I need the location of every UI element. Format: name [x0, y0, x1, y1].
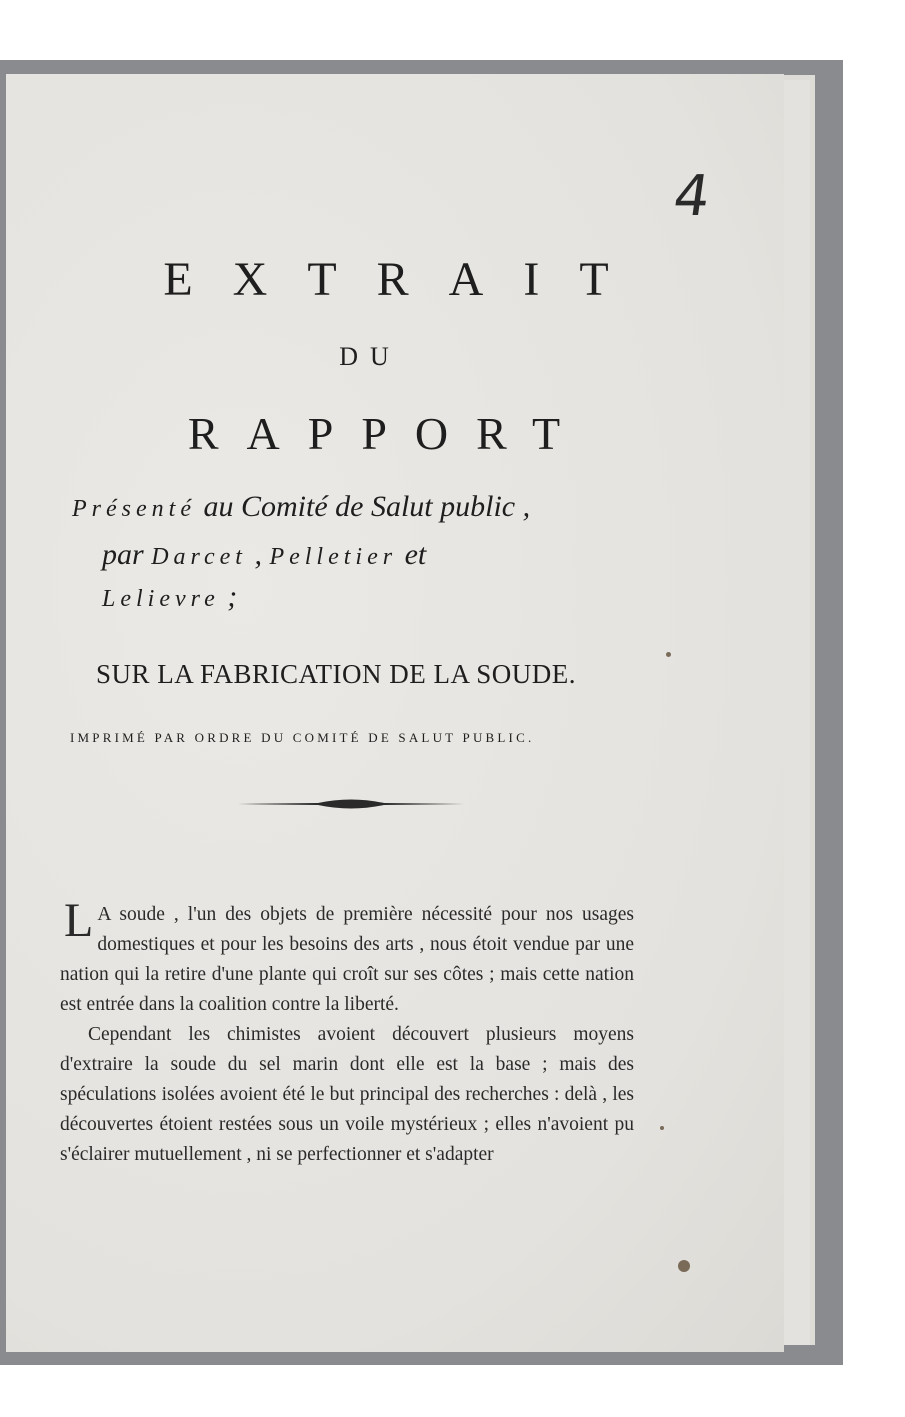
foxing-spot	[678, 1260, 690, 1272]
subtitle-et: et	[397, 538, 427, 571]
paragraph-1: A soude , l'un des objets de première nécessité pour nos usages domestiques et pour les besoins des arts , nous étoit vendue par une nation qui la retire d'une plante qui croît sur ses côtes ; mais cette nation est entrée dans la coalition contre la liberté.	[60, 904, 634, 1015]
subtitle-line-2	[102, 540, 702, 570]
foxing-spot	[666, 652, 671, 657]
drop-cap: L	[64, 894, 94, 947]
foxing-spot	[660, 1126, 664, 1130]
subtitle-sep: ,	[246, 538, 270, 571]
body-text	[60, 894, 634, 1170]
title-extrait: EXTRAIT	[163, 253, 649, 306]
folio-number: 4	[669, 164, 715, 229]
author-lelievre: Lelievre	[102, 586, 220, 612]
subtitle-line-3	[102, 582, 702, 612]
subtitle-end: ;	[219, 580, 238, 613]
document-page	[6, 74, 784, 1352]
imprint-line: IMPRIMÉ PAR ORDRE DU COMITÉ DE SALUT PUBLIC.	[70, 730, 535, 745]
author-darcet: Darcet	[151, 544, 247, 570]
subtitle-par: par	[102, 538, 152, 571]
subtitle-line-1	[72, 492, 672, 522]
title-rapport: RAPPORT	[187, 408, 589, 459]
ornament-rule	[238, 796, 464, 812]
subtitle-presente: Présenté	[72, 496, 196, 522]
paragraph-2: Cependant les chimistes avoient découvert plusieurs moyens d'extraire la soude du sel marin dont elle est la base ; mais des spéculations isolées avoient été le but principal des recherches : delà , les découvertes étoient restées sous un voile mystérieux ; elles n'avoient pu s'éclairer mutuellement , ni se perfectionner et s'adapter	[60, 1024, 634, 1165]
title-du: DU	[339, 342, 401, 371]
section-heading: SUR LA FABRICATION DE LA SOUDE.	[96, 659, 577, 689]
author-pelletier: Pelletier	[269, 544, 398, 570]
subtitle-committee: au Comité de Salut public ,	[195, 490, 531, 523]
